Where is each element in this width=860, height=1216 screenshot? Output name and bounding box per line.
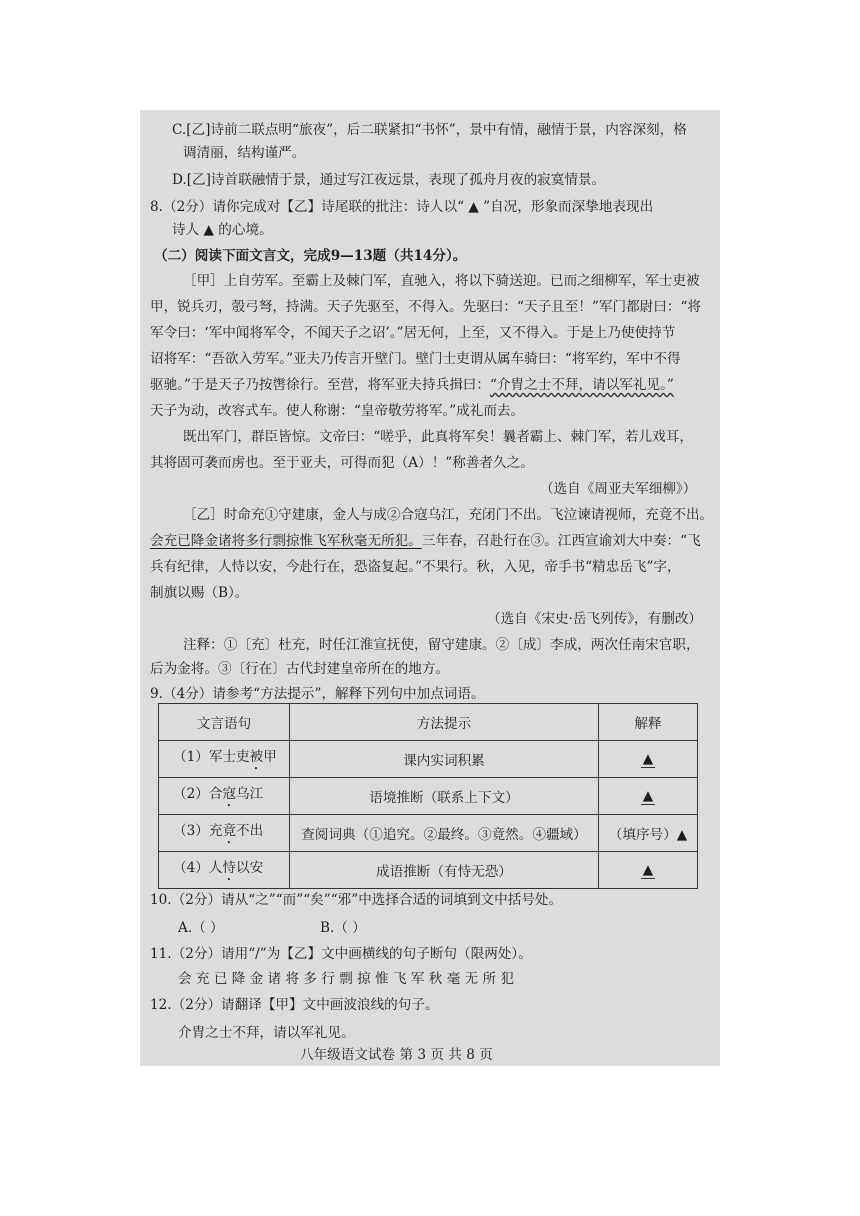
method-cell: 查阅词典（①追究。②最终。③竟然。④疆域）	[290, 815, 599, 852]
blank-b[interactable]: B.（ ）	[320, 920, 366, 936]
text-yi-line1: ［乙］时命充①守建康，金人与成②合寇乌江，充闭门不出。飞泣谏请视师，充竟不出。	[183, 507, 714, 523]
dotted-word: 寇	[222, 786, 237, 802]
sentence-cell	[159, 741, 290, 778]
sentence-text: 以安	[236, 860, 264, 876]
question-8-line2: 诗人 ▲ 的心境。	[172, 222, 273, 238]
sentence-text: （2）合	[173, 786, 223, 802]
text-jia-line8: 其将固可袭而虏也。至于亚夫，可得而犯（A）！”称善者久之。	[150, 455, 534, 471]
answer-cell[interactable]	[599, 778, 698, 815]
text-jia-line5	[150, 376, 674, 394]
answer-blank[interactable]: ▲	[642, 787, 654, 804]
answer-blank[interactable]: ▲	[642, 861, 654, 878]
question-11: 11.（2分）请用“/”为【乙】文中画横线的句子断句（限两处）。	[150, 946, 532, 962]
question-9: 9.（4分）请参考“方法提示”，解释下列句中加点词语。	[150, 686, 485, 702]
question-12: 12.（2分）请翻译【甲】文中画波浪线的句子。	[150, 997, 439, 1013]
text-jia-line2: 甲，锐兵刃，彀弓弩，持满。天子先驱至，不得入。先驱曰：“天子且至！”军门都尉曰：“将	[150, 299, 702, 315]
text-yi-line2	[150, 532, 701, 550]
text-jia-line5-plain: 驱驰。”于是天子乃按辔徐行。至营，将军亚夫持兵揖曰：	[150, 377, 490, 393]
header-answer: 解释	[599, 704, 698, 741]
method-cell: 语境推断（联系上下文）	[290, 778, 599, 815]
sentence-text: 不出	[236, 823, 264, 839]
answer-blank[interactable]: ▲	[642, 750, 654, 767]
section-2-heading: （二）阅读下面文言文，完成9—13题（共14分）。	[154, 248, 467, 264]
text-jia-line3: 军令曰：‘军中闻将军令，不闻天子之诏’。”居无何，上至，又不得入。于是上乃使使持节	[150, 325, 676, 341]
wavy-underlined-sentence: “介胄之士不拜，请以军礼见。”	[490, 377, 674, 393]
table-row	[159, 778, 698, 815]
option-c-line1: C.[乙]诗前二联点明“旅夜”，后二联紧扣“书怀”，景中有情，融情于景，内容深刻，格	[172, 122, 687, 138]
method-cell: 课内实词积累	[290, 741, 599, 778]
sentence-cell	[159, 778, 290, 815]
text-jia-line6: 天子为动，改容式车。使人称谢：“皇帝敬劳将军。”成礼而去。	[150, 403, 525, 419]
question-10: 10.（2分）请从“之”“而”“矣”“邪”中选择合适的词填到文中括号处。	[150, 892, 563, 908]
answer-cell[interactable]	[599, 852, 698, 889]
text-jia-line4: 诏将军：“吾欲入劳军。”亚夫乃传言开壁门。壁门士吏谓从属车骑曰：“将军约，军中不得	[150, 351, 681, 367]
text-yi-line3: 兵有纪律，人恃以安，今赴行在，恐盗复起。”不果行。秋，入见，帝手书“精忠岳飞”字，	[150, 559, 681, 575]
sentence-text: 甲	[263, 749, 277, 765]
dotted-word: 恃	[222, 860, 237, 876]
option-c-line2: 调清丽，结构谨严。	[183, 145, 306, 161]
text-yi-line4: 制旗以赐（B）。	[150, 585, 249, 601]
dotted-word: 被	[249, 749, 264, 765]
blank-a[interactable]: A.（ ）	[178, 920, 224, 936]
method-cell: 成语推断（有恃无恐）	[290, 852, 599, 889]
page-footer: 八年级语文试卷 第 3 页 共 8 页	[300, 1047, 493, 1063]
notes-line2: 后为金将。③〔行在〕古代封建皇帝所在的地方。	[150, 661, 450, 677]
notes-line1: 注释：①〔充〕杜充，时任江淮宣抚使，留守建康。②〔成〕李成，两次任南宋官职，	[183, 637, 700, 653]
answer-cell[interactable]: （填序号）▲	[599, 815, 698, 852]
underlined-sentence: 会充已降金诸将多行剽掠惟飞军秋毫无所犯。	[150, 533, 422, 549]
answer-cell[interactable]	[599, 741, 698, 778]
sentence-text: （3）充	[173, 823, 223, 839]
header-sentence: 文言语句	[159, 704, 290, 741]
header-method: 方法提示	[290, 704, 599, 741]
sentence-text: （1）军士吏	[173, 749, 250, 765]
sentence-cell	[159, 852, 290, 889]
question-11-sentence: 会 充 已 降 金 诸 将 多 行 剽 掠 惟 飞 军 秋 毫 无 所 犯	[178, 971, 515, 987]
table-row	[159, 815, 698, 852]
question-8-line1: 8.（2分）请你完成对【乙】诗尾联的批注：诗人以“ ▲ ”自况，形象而深挚地表现出	[150, 199, 654, 215]
question-9-table	[158, 703, 698, 889]
sentence-cell	[159, 815, 290, 852]
text-yi-line2-plain: 三年春，召赴行在③。江西宣谕刘大中奏：“飞	[421, 533, 701, 549]
source-jia: （选自《周亚夫军细柳》）	[540, 481, 697, 497]
table-row	[159, 741, 698, 778]
dotted-word: 竟	[222, 823, 237, 839]
source-yi: （选自《宋史·岳飞列传》，有删改）	[487, 611, 703, 627]
table-row	[159, 852, 698, 889]
sentence-text: 乌江	[236, 786, 264, 802]
sentence-text: （4）人	[173, 860, 223, 876]
text-jia-line7: 既出军门，群臣皆惊。文帝曰：“嗟乎，此真将军矣！曩者霸上、棘门军，若儿戏耳，	[183, 429, 693, 445]
question-12-sentence: 介胄之士不拜，请以军礼见。	[178, 1025, 355, 1041]
table-header-row	[159, 704, 698, 741]
option-d: D.[乙]诗首联融情于景，通过写江夜远景，表现了孤舟月夜的寂寞情景。	[172, 172, 606, 188]
text-jia-line1: ［甲］上自劳军。至霸上及棘门军，直驰入，将以下骑送迎。已而之细柳军，军士吏被	[183, 273, 700, 289]
